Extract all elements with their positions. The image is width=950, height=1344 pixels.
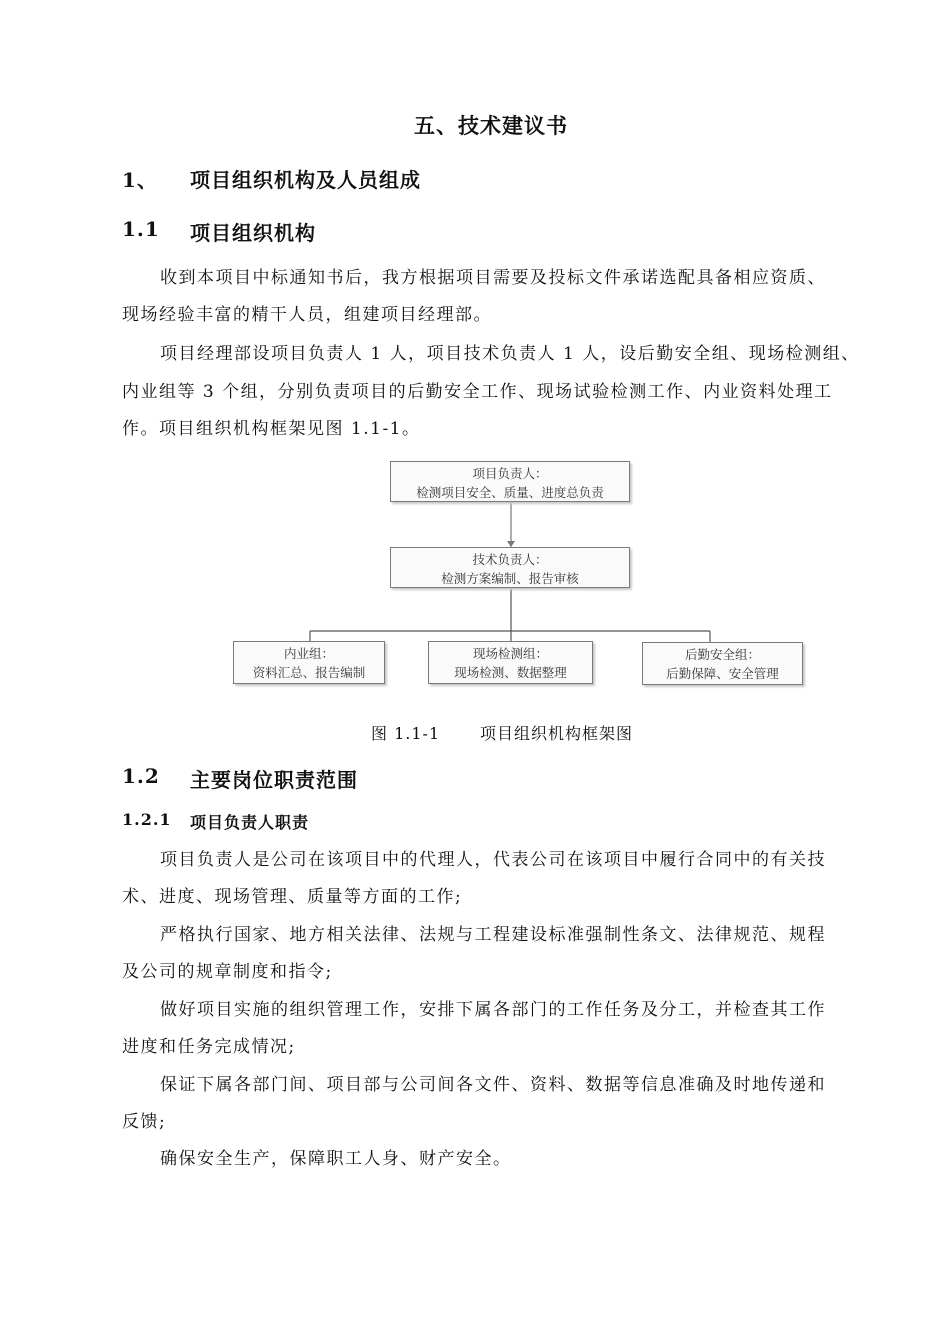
org-box-project-leader <box>390 461 630 502</box>
org-box-technical-leader-title: 技术负责人： <box>472 552 548 567</box>
section-1-1-number: 1.1 <box>122 217 160 241</box>
org-box-technical-leader-desc: 检测方案编制、报告审核 <box>441 571 579 586</box>
duty-1-line-1: 项目负责人是公司在该项目中的代理人，代表公司在该项目中履行合同中的有关技 <box>160 850 826 870</box>
org-box-logistics-safety-group-title: 后勤安全组： <box>684 647 760 662</box>
org-box-office-group <box>233 641 385 684</box>
duty-3-line-1: 做好项目实施的组织管理工作，安排下属各部门的工作任务及分工，并检查其工作 <box>160 1000 826 1020</box>
section-1-title: 项目组织机构及人员组成 <box>190 168 421 192</box>
org-box-field-testing-group <box>428 641 593 684</box>
duty-1-line-2: 术、进度、现场管理、质量等方面的工作; <box>122 887 463 907</box>
org-box-project-leader-title: 项目负责人： <box>472 466 548 481</box>
duty-5-line-1: 确保安全生产，保障职工人身、财产安全。 <box>160 1149 512 1169</box>
section-1-2-1-number: 1.2.1 <box>122 810 172 829</box>
paragraph-2-line-2: 内业组等 3 个组，分别负责项目的后勤安全工作、现场试验检测工作、内业资料处理工 <box>122 382 833 402</box>
org-box-project-leader-desc: 检测项目安全、质量、进度总负责 <box>416 485 604 500</box>
section-1-2-number: 1.2 <box>122 764 160 788</box>
document-title: 五、技术建议书 <box>414 113 568 138</box>
paragraph-1-line-1: 收到本项目中标通知书后，我方根据项目需要及投标文件承诺选配具备相应资质、 <box>160 268 826 288</box>
section-1-number: 1、 <box>122 168 158 192</box>
duty-3-line-2: 进度和任务完成情况; <box>122 1037 296 1057</box>
paragraph-2-line-3: 作。项目组织机构框架见图 1.1-1。 <box>122 419 421 439</box>
section-1-1-title: 项目组织机构 <box>190 221 316 245</box>
org-box-field-testing-group-title: 现场检测组： <box>472 646 548 661</box>
figure-caption-text: 项目组织机构框架图 <box>480 724 634 743</box>
duty-4-line-1: 保证下属各部门间、项目部与公司间各文件、资料、数据等信息准确及时地传递和 <box>160 1075 826 1095</box>
section-1-2-1-title: 项目负责人职责 <box>190 813 310 832</box>
org-box-office-group-title: 内业组： <box>283 646 334 661</box>
paragraph-2-line-1: 项目经理部设项目负责人 1 人，项目技术负责人 1 人，设后勤安全组、现场检测组、 <box>160 344 860 364</box>
org-box-logistics-safety-group-desc: 后勤保障、安全管理 <box>666 666 779 681</box>
org-box-logistics-safety-group <box>642 642 803 685</box>
figure-caption-number: 图 1.1-1 <box>371 724 441 743</box>
paragraph-1-line-2: 现场经验丰富的精干人员，组建项目经理部。 <box>122 305 492 325</box>
section-1-2-title: 主要岗位职责范围 <box>190 768 358 792</box>
duty-4-line-2: 反馈; <box>122 1112 167 1132</box>
duty-2-line-1: 严格执行国家、地方相关法律、法规与工程建设标准强制性条文、法律规范、规程 <box>160 925 826 945</box>
duty-2-line-2: 及公司的规章制度和指令; <box>122 962 333 982</box>
org-box-field-testing-group-desc: 现场检测、数据整理 <box>454 665 567 680</box>
org-box-office-group-desc: 资料汇总、报告编制 <box>252 665 366 680</box>
org-box-technical-leader <box>390 547 630 588</box>
